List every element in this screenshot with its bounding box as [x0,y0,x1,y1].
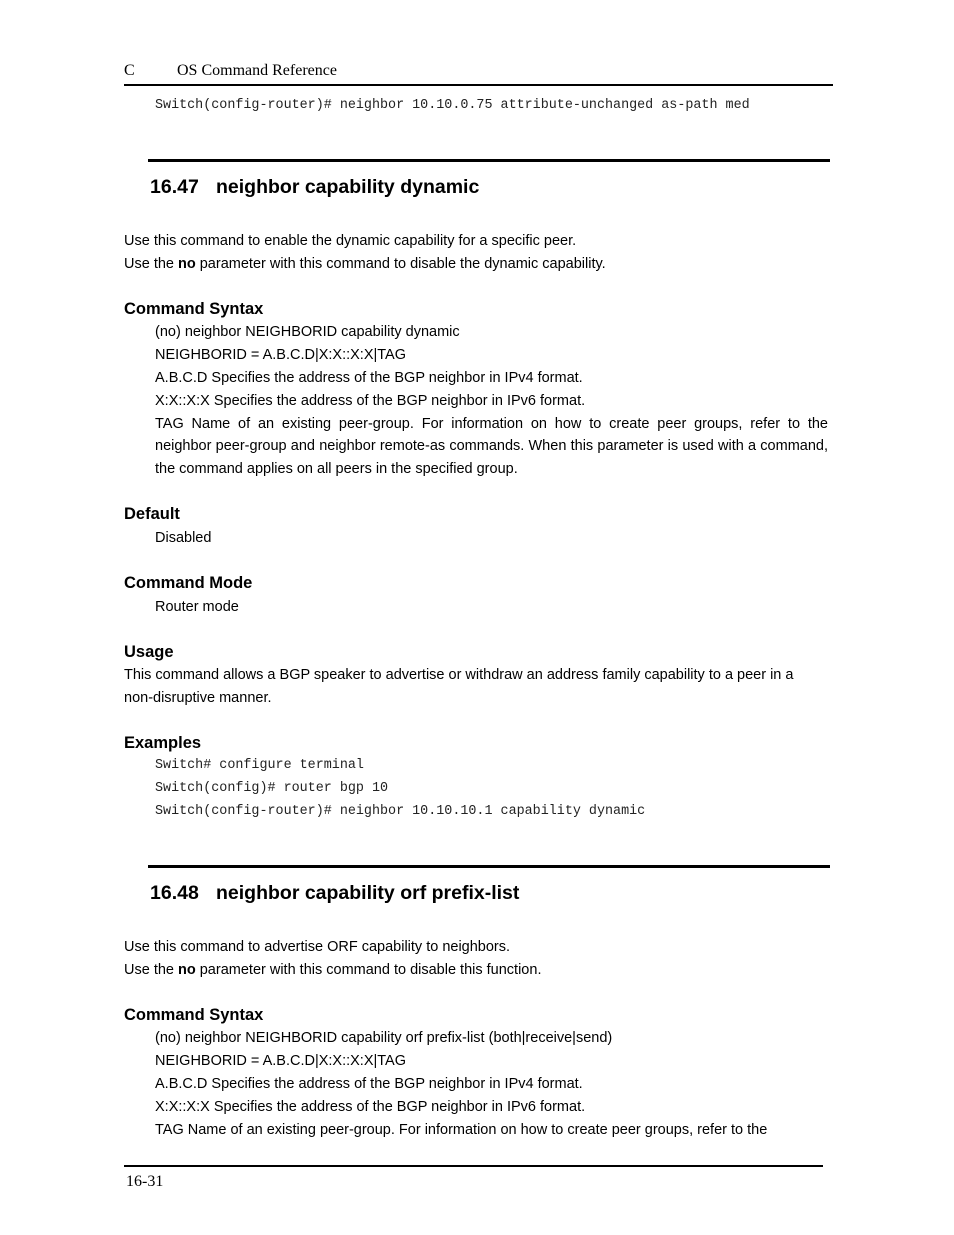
subheading: Command Syntax [124,300,264,318]
code-line: Switch# configure terminal [155,758,364,773]
code-line: Switch(config)# router bgp 10 [155,781,389,796]
section-number: 16.48 [150,882,199,904]
subheading: Command Mode [124,574,253,592]
section-rule [148,159,830,162]
parameter-line: TAG Name of an existing peer-group. For information on how to create peer groups, refer to the [155,416,828,432]
text-run: Use the [124,256,178,272]
page-number: 16-31 [126,1173,164,1190]
paragraph: Use this command to enable the dynamic capability for a specific peer. [124,233,577,249]
text-run: parameter with this command to disable the dynamic capability. [195,256,606,272]
paragraph: non-disruptive manner. [124,690,272,706]
code-line: Switch(config-router)# neighbor 10.10.10.1 capability dynamic [155,804,646,819]
default-value: Disabled [155,530,212,546]
section-title: neighbor capability dynamic [216,176,480,198]
section-number: 16.47 [150,176,199,198]
parameter-line: A.B.C.D Specifies the address of the BGP neighbor in IPv4 format. [155,1076,583,1092]
subheading: Command Syntax [124,1006,264,1024]
syntax-line: (no) neighbor NEIGHBORID capability orf prefix-list (both|receive|send) [155,1030,613,1046]
header-title: OS Command Reference [177,62,337,79]
bold-keyword: no [178,962,196,978]
parameter-line: A.B.C.D Specifies the address of the BGP neighbor in IPv4 format. [155,370,583,386]
parameter-line: NEIGHBORID = A.B.C.D|X:X::X:X|TAG [155,347,407,363]
parameter-line: the command applies on all peers in the specified group. [155,461,518,477]
code-line: Switch(config-router)# neighbor 10.10.0.75 attribute-unchanged as-path med [155,98,750,113]
syntax-line: (no) neighbor NEIGHBORID capability dynamic [155,324,460,340]
section-rule [148,865,830,868]
header-letter: C [124,62,135,79]
mode-value: Router mode [155,599,239,615]
subheading: Examples [124,734,202,752]
subheading: Default [124,505,180,523]
page-header [124,62,833,86]
parameter-line: X:X::X:X Specifies the address of the BGP neighbor in IPv6 format. [155,393,586,409]
paragraph: Use this command to advertise ORF capability to neighbors. [124,939,511,955]
section-heading [150,882,519,905]
paragraph: This command allows a BGP speaker to advertise or withdraw an address family capability to a peer in a [124,667,794,683]
text-run: parameter with this command to disable this function. [195,962,542,978]
text-run: Use the [124,962,178,978]
parameter-line: TAG Name of an existing peer-group. For information on how to create peer groups, refer to the [155,1122,768,1138]
section-heading [150,176,479,199]
paragraph [124,962,541,979]
parameter-line: neighbor peer-group and neighbor remote-as commands. When this parameter is used with a command, [155,438,828,454]
section-title: neighbor capability orf prefix-list [216,882,520,904]
subheading: Usage [124,643,174,661]
footer-rule [124,1165,823,1167]
paragraph [124,256,606,273]
parameter-line: NEIGHBORID = A.B.C.D|X:X::X:X|TAG [155,1053,407,1069]
bold-keyword: no [178,256,196,272]
parameter-line: X:X::X:X Specifies the address of the BGP neighbor in IPv6 format. [155,1099,586,1115]
